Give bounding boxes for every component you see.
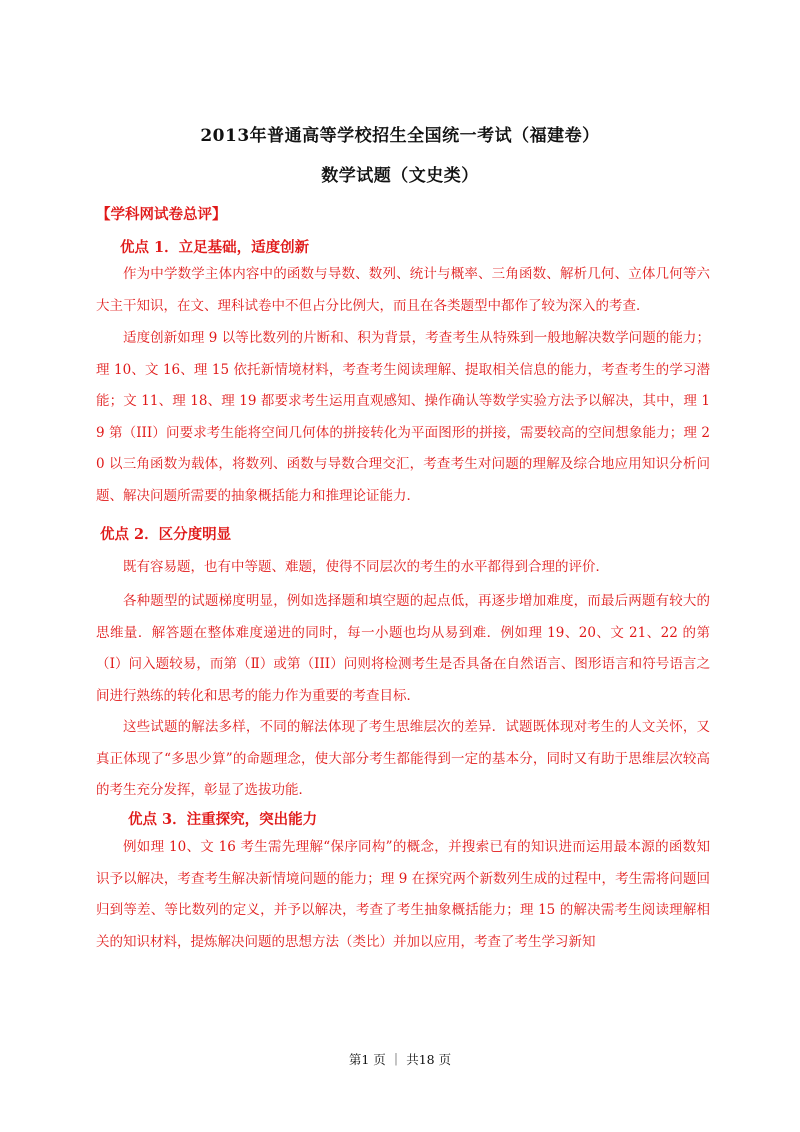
document-title: 2013年普通高等学校招生全国统一考试（福建卷） <box>200 126 600 146</box>
point2-title: 优点 2．区分度明显 <box>100 526 232 543</box>
point3-title: 优点 3．注重探究，突出能力 <box>128 811 318 828</box>
review-heading: 【学科网试卷总评】 <box>96 206 227 223</box>
point1-paragraph-1: 作为中学数学主体内容中的函数与导数、数列、统计与概率、三角函数、解析几何、立体几何等六大主干知识，在文、理科试卷中不但占分比例大，而且在各类题型中都作了较为深入的考查． <box>96 266 710 314</box>
point2-paragraph-2: 各种题型的试题梯度明显，例如选择题和填空题的起点低，再逐步增加难度，而最后两题有较大的思维量．解答题在整体难度递进的同时，每一小题也均从易到难．例如理 19、20、文 21、22 的第（Ⅰ）问入题较易，而第（Ⅱ）或第（III）问则将检测考生是否具备在自然语言、图形语言和符号语言之间进行熟练的转化和思考的能力作为重要的考查目标． <box>96 593 710 704</box>
point2-paragraph-1: 既有容易题，也有中等题、难题，使得不同层次的考生的水平都得到合理的评价． <box>123 559 609 575</box>
point3-paragraph-1: 例如理 10、文 16 考生需先理解“保序同构”的概念，并搜索已有的知识进而运用最本源的函数知识予以解决，考查考生解决新情境问题的能力；理 9 在探究两个新数列生成的过程中，考生需将问题回归到等差、等比数列的定义，并予以解决，考查了考生抽象概括能力；理 15 的解决需考生阅读理解相关的知识材料，提炼解决问题的思想方法（类比）并加以应用，考查了考生学习新知 <box>96 839 710 950</box>
page-footer: 第1 页 ｜ 共18 页 <box>348 1052 452 1067</box>
point1-paragraph-2: 适度创新如理 9 以等比数列的片断和、积为背景，考查考生从特殊到一般地解决数学问题的能力；理 10、文 16、理 15 依托新情境材料，考查考生阅读理解、提取相关信息的能力，考查考生的学习潜能；文 11、理 18、理 19 都要求考生运用直观感知、操作确认等数学实验方法予以解决，其中，理 19 第（III）问要求考生能将空间几何体的拼接转化为平面图形的拼接，需要较高的空间想象能力；理 20 以三角函数为载体，将数列、函数与导数合理交汇，考查考生对问题的理解及综合地应用知识分析问题、解决问题所需要的抽象概括能力和推理论证能力． <box>96 330 710 504</box>
point2-paragraph-3: 这些试题的解法多样，不同的解法体现了考生思维层次的差异．试题既体现对考生的人文关怀，又真正体现了“多思少算”的命题理念，使大部分考生都能得到一定的基本分，同时又有助于思维层次较高的考生充分发挥，彰显了选拔功能． <box>96 719 710 798</box>
document-subtitle: 数学试题（文史类） <box>321 166 479 186</box>
point1-title: 优点 1．立足基础，适度创新 <box>120 239 310 256</box>
